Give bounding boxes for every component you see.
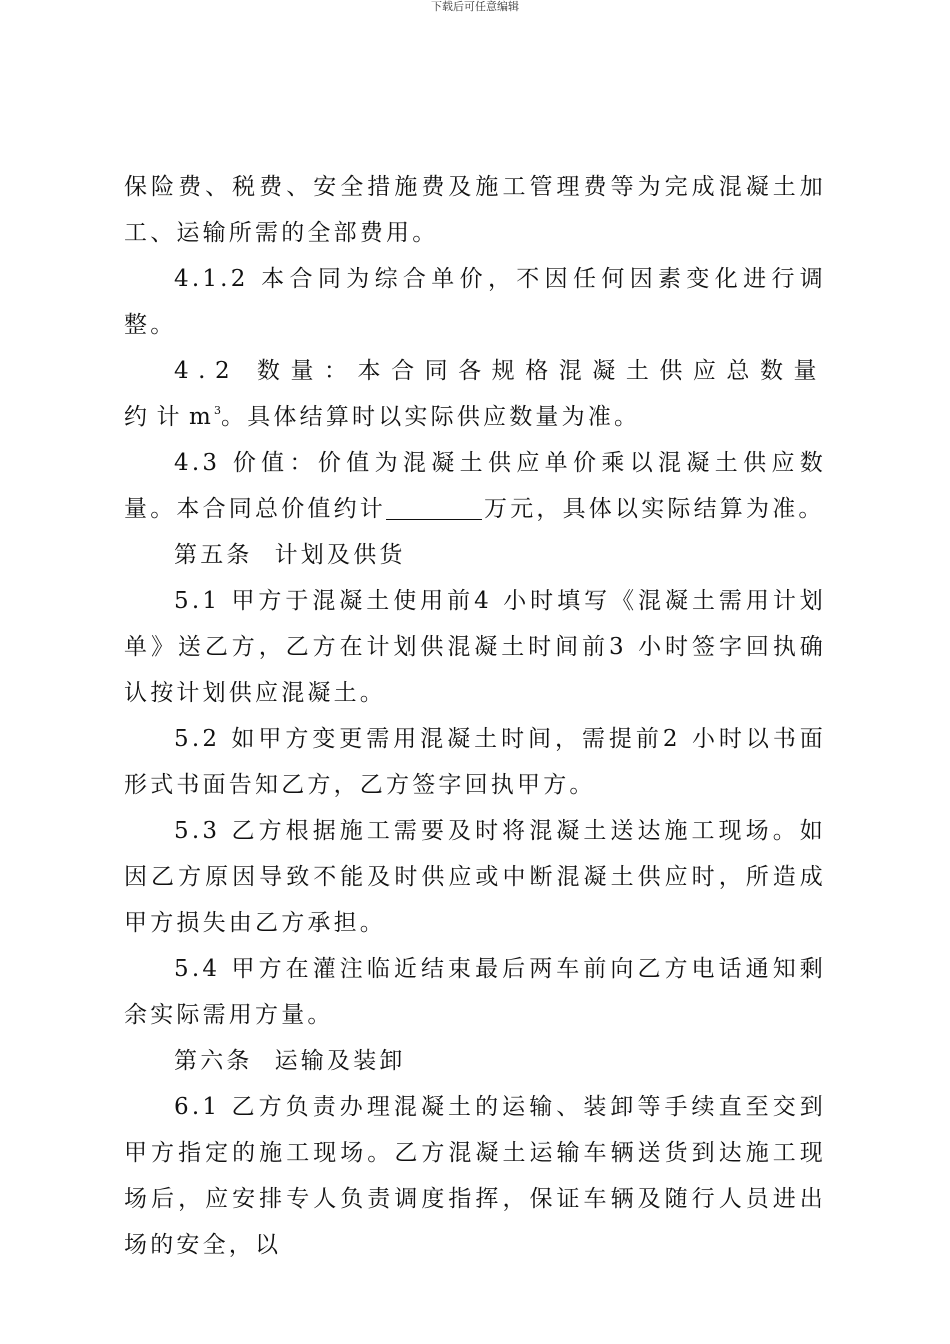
- quantity-clause-text: 4.2 数量：本合同各规格混凝土供应总数量约计: [124, 358, 826, 430]
- total-value-blank[interactable]: [386, 495, 482, 520]
- paragraph-4-2: [124, 348, 826, 440]
- paragraph-5-1: 5.1 甲方于混凝土使用前4 小时填写《混凝土需用计划单》送乙方，乙方在计划供混凝土时间前3 小时签字回执确认按计划供应混凝土。: [124, 588, 826, 706]
- section-6-number: 第六条: [174, 1048, 253, 1074]
- paragraph-5-2: 5.2 如甲方变更需用混凝土时间，需提前2 小时以书面形式书面告知乙方，乙方签字回执甲方。: [124, 726, 826, 798]
- paragraph-6-1: 6.1 乙方负责办理混凝土的运输、装卸等手续直至交到甲方指定的施工现场。乙方混凝土运输车辆送货到达施工现场后，应安排专人负责调度指挥，保证车辆及随行人员进出场的安全，以: [124, 1094, 826, 1258]
- section-5-title: 计划及供货: [274, 542, 406, 568]
- section-6-heading: [124, 1038, 826, 1084]
- document-page: [124, 164, 826, 1268]
- unit-cubic-meter: $m^3$: [189, 404, 222, 430]
- paragraph-4-3: [124, 440, 826, 532]
- header-note: 下载后可任意编辑: [431, 0, 519, 13]
- paragraph-cost-items: 保险费、税费、安全措施费及施工管理费等为完成混凝土加工、运输所需的全部费用。: [124, 174, 826, 246]
- quantity-clause-tail: 。具体结算时以实际供应数量为准。: [221, 404, 641, 430]
- paragraph-4-1-2: 4.1.2 本合同为综合单价，不因任何因素变化进行调整。: [124, 266, 826, 338]
- paragraph-5-3: 5.3 乙方根据施工需要及时将混凝土送达施工现场。如因乙方原因导致不能及时供应或中断混凝土供应时，所造成甲方损失由乙方承担。: [124, 818, 826, 936]
- section-5-heading: [124, 532, 826, 578]
- value-clause-text: 4.3 价值：价值为混凝土供应单价乘以混凝土供应数量。本合同总价值约计: [124, 450, 826, 522]
- value-clause-tail: 万元，具体以实际结算为准。: [484, 496, 825, 522]
- section-6-title: 运输及装卸: [274, 1048, 406, 1074]
- paragraph-5-4: 5.4 甲方在灌注临近结束最后两车前向乙方电话通知剩余实际需用方量。: [124, 956, 826, 1028]
- section-5-number: 第五条: [174, 542, 253, 568]
